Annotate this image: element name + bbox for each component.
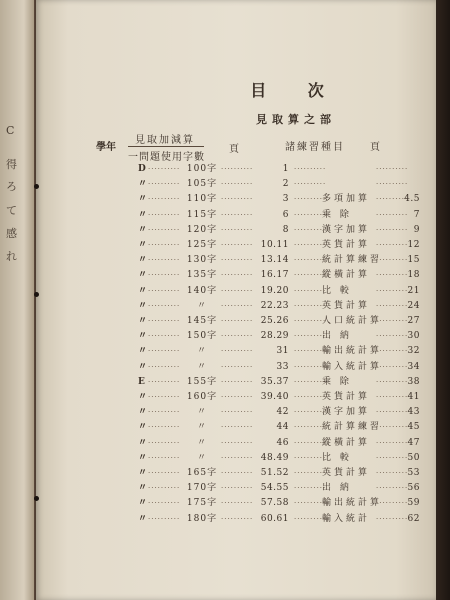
leader-dots: ·········· [376,317,409,325]
table-row [36,450,436,466]
leader-dots: ·········· [221,408,254,417]
practice-topic: 輸入統計算 [322,361,383,372]
table-row [36,328,436,344]
practice-topic: 乘 除 [322,209,352,220]
leader-dots: ·········· [294,514,327,523]
leader-dots: ·········· [376,241,409,249]
row-mark: 〃 [138,224,148,235]
leader-dots: ·········· [294,271,327,280]
page-number: 1 [282,164,289,174]
leader-dots: ·········· [294,377,327,386]
row-mark: 〃 [138,300,148,311]
practice-page: 41 [407,392,420,402]
leader-dots: ·········· [221,317,254,325]
leader-dots: ·········· [376,195,409,204]
right-shadow [436,0,450,600]
leader-dots: ·········· [294,210,327,219]
leader-dots: ·········· [221,195,254,204]
row-mark: 〃 [138,255,148,266]
page-number: 28.29 [260,331,289,342]
leader-dots: ·········· [221,256,254,265]
page-number: 19.20 [260,285,289,296]
page-number: 33 [276,361,289,372]
char-count: 〃 [196,422,207,433]
leader-dots: ·········· [148,241,181,249]
page-number: 48.49 [260,452,289,463]
table-row [36,207,436,223]
practice-page: 59 [407,498,420,509]
practice-topic: 出 納 [322,483,352,494]
char-count: 175字 [186,498,218,509]
header-page-2: 頁 [370,142,380,153]
practice-page: 12 [407,240,420,250]
row-mark: 〃 [138,498,148,509]
leader-dots: ·········· [148,514,181,523]
table-row [36,389,436,405]
practice-topic: 漢字加算 [322,224,371,235]
page-title: 目 次 [250,81,342,100]
leader-dots: ·········· [294,256,327,265]
header-problem-top: 見取加減算 [135,135,195,146]
table-row [36,298,436,314]
practice-topic: 統計算練習 [322,422,383,433]
leader-dots: ·········· [294,423,327,432]
leader-dots: ·········· [221,453,254,462]
leader-dots: ·········· [148,377,181,386]
leader-dots: ·········· [221,393,254,401]
table-row [36,404,436,420]
practice-page: 4.5 [404,194,420,205]
char-count: 150字 [186,331,218,342]
page-number: 39.40 [260,392,289,402]
table-row [36,435,436,451]
char-count: 〃 [196,300,207,311]
char-count: 160字 [186,392,218,402]
leader-dots: ·········· [294,484,327,493]
practice-page: 43 [407,407,420,418]
edge-char: れ [6,250,17,263]
practice-topic: 英貨計算 [322,468,371,478]
table-row [36,374,436,390]
leader-dots: ·········· [148,256,181,265]
char-count: 155字 [186,376,218,387]
row-mark: 〃 [138,316,148,326]
page-number: 44 [276,422,289,433]
page-number: 31 [276,346,289,357]
char-count: 130字 [186,255,218,266]
leader-dots: ·········· [148,225,181,234]
page-number: 22.23 [260,300,289,311]
binding-hole [34,184,39,189]
leader-dots: ·········· [376,225,409,234]
leader-dots: ·········· [148,271,181,280]
practice-page: 38 [407,376,420,387]
leader-dots: ·········· [294,332,327,341]
header-practice: 諸練習種目 [285,142,345,153]
leader-dots: ·········· [148,165,181,173]
practice-topic: 乘 除 [322,376,352,387]
row-mark: 〃 [138,270,148,281]
leader-dots: ·········· [148,301,181,310]
practice-topic: 比 較 [322,285,352,296]
practice-topic: 縱橫計算 [322,270,371,281]
leader-dots: ·········· [376,408,409,417]
edge-char: 得 [6,158,17,171]
page-number: 60.61 [260,513,289,524]
leader-dots: ·········· [148,469,181,477]
leader-dots: ·········· [376,286,409,295]
practice-topic: 比 較 [322,452,352,463]
practice-topic: 統計算練習 [322,255,383,266]
header-rule [128,146,204,147]
leader-dots: ·········· [148,286,181,295]
leader-dots: ·········· [221,499,254,508]
char-count: 〃 [196,407,207,418]
leader-dots: ·········· [376,484,409,493]
leader-dots: ·········· [148,393,181,401]
leader-dots: ·········· [221,225,254,234]
leader-dots: ·········· [148,484,181,493]
page-number: 54.55 [260,483,289,494]
leader-dots: ·········· [294,180,327,189]
leader-dots: ·········· [148,180,181,189]
leader-dots: ·········· [294,438,327,447]
row-mark: 〃 [138,437,148,448]
leader-dots: ·········· [376,256,409,265]
leader-dots: ·········· [148,362,181,371]
edge-char: ろ [6,180,17,193]
page-number: 42 [276,407,289,418]
leader-dots: ·········· [294,408,327,417]
practice-page: 7 [413,209,420,220]
row-mark: 〃 [138,422,148,433]
row-mark: 〃 [138,468,148,478]
leader-dots: ·········· [376,165,409,173]
left-page-edge [0,0,34,600]
leader-dots: ·········· [294,469,327,477]
page-number: 51.52 [260,468,289,478]
practice-page: 62 [407,513,420,524]
binding-hole [34,292,39,297]
leader-dots: ·········· [294,393,327,401]
leader-dots: ·········· [221,362,254,371]
leader-dots: ·········· [148,423,181,432]
page-number: 3 [282,194,289,205]
practice-page: 56 [407,483,420,494]
row-mark: 〃 [138,285,148,296]
leader-dots: ·········· [221,377,254,386]
leader-dots: ·········· [376,377,409,386]
char-count: 100字 [186,164,218,174]
table-row [36,419,436,435]
leader-dots: ·········· [294,301,327,310]
leader-dots: ·········· [148,499,181,508]
leader-dots: ·········· [221,332,254,341]
page-number: 57.58 [260,498,289,509]
char-count: 〃 [196,437,207,448]
leader-dots: ·········· [221,469,254,477]
practice-topic: 輸入統計 [322,513,371,524]
leader-dots: ·········· [294,165,327,173]
char-count: 105字 [186,179,218,190]
leader-dots: ·········· [148,408,181,417]
table-row [36,252,436,268]
practice-page: 24 [407,300,420,311]
table-row [36,343,436,359]
leader-dots: ·········· [221,165,254,173]
row-mark: 〃 [138,392,148,402]
practice-topic: 人口統計算 [322,316,383,326]
practice-page: 9 [413,224,420,235]
practice-topic: 出 納 [322,331,352,342]
table-row [36,237,436,253]
practice-topic: 縱橫計算 [322,437,371,448]
row-mark: 〃 [138,513,148,524]
leader-dots: ·········· [221,286,254,295]
leader-dots: ·········· [221,271,254,280]
practice-topic: 多項加算 [322,194,371,205]
table-row [36,359,436,375]
practice-topic: 英貨計算 [322,300,371,311]
row-mark: 〃 [138,194,148,205]
leader-dots: ·········· [221,210,254,219]
leader-dots: ·········· [221,423,254,432]
leader-dots: ·········· [376,499,409,508]
char-count: 〃 [196,452,207,463]
edge-char: 感 [6,227,17,240]
leader-dots: ·········· [148,210,181,219]
practice-topic: 英貨計算 [322,392,371,402]
leader-dots: ·········· [221,484,254,493]
char-count: 170字 [186,483,218,494]
table-row [36,161,436,177]
leader-dots: ·········· [148,453,181,462]
row-mark: 〃 [138,361,148,372]
leader-dots: ·········· [294,317,327,325]
table-row [36,222,436,238]
leader-dots: ·········· [294,362,327,371]
row-mark: D [138,164,146,174]
practice-page: 15 [407,255,420,266]
practice-topic: 輸出統計算 [322,346,383,357]
row-mark: 〃 [138,179,148,190]
leader-dots: ·········· [376,210,409,219]
table-row [36,283,436,299]
leader-dots: ·········· [148,347,181,356]
leader-dots: ·········· [221,514,254,523]
leader-dots: ·········· [148,317,181,325]
row-mark: 〃 [138,452,148,463]
practice-page: 27 [407,316,420,326]
leader-dots: ·········· [376,423,409,432]
char-count: 140字 [186,285,218,296]
practice-page: 47 [407,437,420,448]
leader-dots: ·········· [294,241,327,249]
row-mark: 〃 [138,331,148,342]
leader-dots: ·········· [221,301,254,310]
page-number: 25.26 [260,316,289,326]
table-row [36,480,436,496]
header-page: 頁 [229,144,239,155]
leader-dots: ·········· [376,301,409,310]
row-mark: E [138,376,145,387]
leader-dots: ·········· [376,332,409,341]
leader-dots: ·········· [294,195,327,204]
leader-dots: ·········· [221,347,254,356]
practice-page: 18 [407,270,420,281]
practice-topic: 英貨計算 [322,240,371,250]
practice-page: 34 [407,361,420,372]
char-count: 165字 [186,468,218,478]
practice-page: 30 [407,331,420,342]
header-grade: 學年 [96,142,116,153]
leader-dots: ·········· [221,438,254,447]
page-number: 8 [282,224,289,235]
leader-dots: ·········· [294,347,327,356]
leader-dots: ·········· [376,362,409,371]
row-mark: 〃 [138,407,148,418]
section-subtitle: 見取算之部 [256,113,336,126]
leader-dots: ·········· [148,195,181,204]
page-number: 46 [276,437,289,448]
leader-dots: ·········· [294,225,327,234]
leader-dots: ·········· [148,332,181,341]
leader-dots: ·········· [376,438,409,447]
char-count: 〃 [196,361,207,372]
page-number: 16.17 [260,270,289,281]
practice-page: 21 [407,285,420,296]
char-count: 180字 [186,513,218,524]
leader-dots: ·········· [221,241,254,249]
practice-page: 32 [407,346,420,357]
leader-dots: ·········· [376,514,409,523]
leader-dots: ·········· [294,453,327,462]
page-number: 35.37 [260,376,289,387]
leader-dots: ·········· [376,469,409,477]
table-row [36,313,436,329]
page-number: 13.14 [260,255,289,266]
row-mark: 〃 [138,483,148,494]
leader-dots: ·········· [376,347,409,356]
leader-dots: ·········· [376,180,409,189]
leader-dots: ·········· [221,180,254,189]
header-problem-bottom: 一問題使用字數 [128,152,205,163]
char-count: 110字 [186,194,218,205]
practice-page: 53 [407,468,420,478]
table-row [36,495,436,511]
char-count: 145字 [186,316,218,326]
contents-page [36,0,436,600]
practice-page: 50 [407,452,420,463]
row-mark: 〃 [138,209,148,220]
char-count: 125字 [186,240,218,250]
leader-dots: ·········· [148,438,181,447]
table-row [36,511,436,527]
page-number: 6 [282,209,289,220]
practice-topic: 漢字加算 [322,407,371,418]
practice-topic: 輸出統計算 [322,498,383,509]
row-mark: 〃 [138,240,148,250]
page-number: 2 [282,179,289,190]
edge-char: C [6,124,15,137]
table-row [36,465,436,481]
leader-dots: ·········· [376,453,409,462]
table-row [36,176,436,192]
leader-dots: ·········· [376,271,409,280]
binding-hole [34,496,39,501]
leader-dots: ·········· [376,393,409,401]
row-mark: 〃 [138,346,148,357]
char-count: 120字 [186,224,218,235]
practice-page: 45 [407,422,420,433]
edge-char: て [6,204,17,217]
leader-dots: ·········· [294,499,327,508]
char-count: 135字 [186,270,218,281]
table-row [36,191,436,207]
char-count: 〃 [196,346,207,357]
char-count: 115字 [186,209,218,220]
table-row [36,267,436,283]
leader-dots: ·········· [294,286,327,295]
page-number: 10.11 [260,240,289,250]
